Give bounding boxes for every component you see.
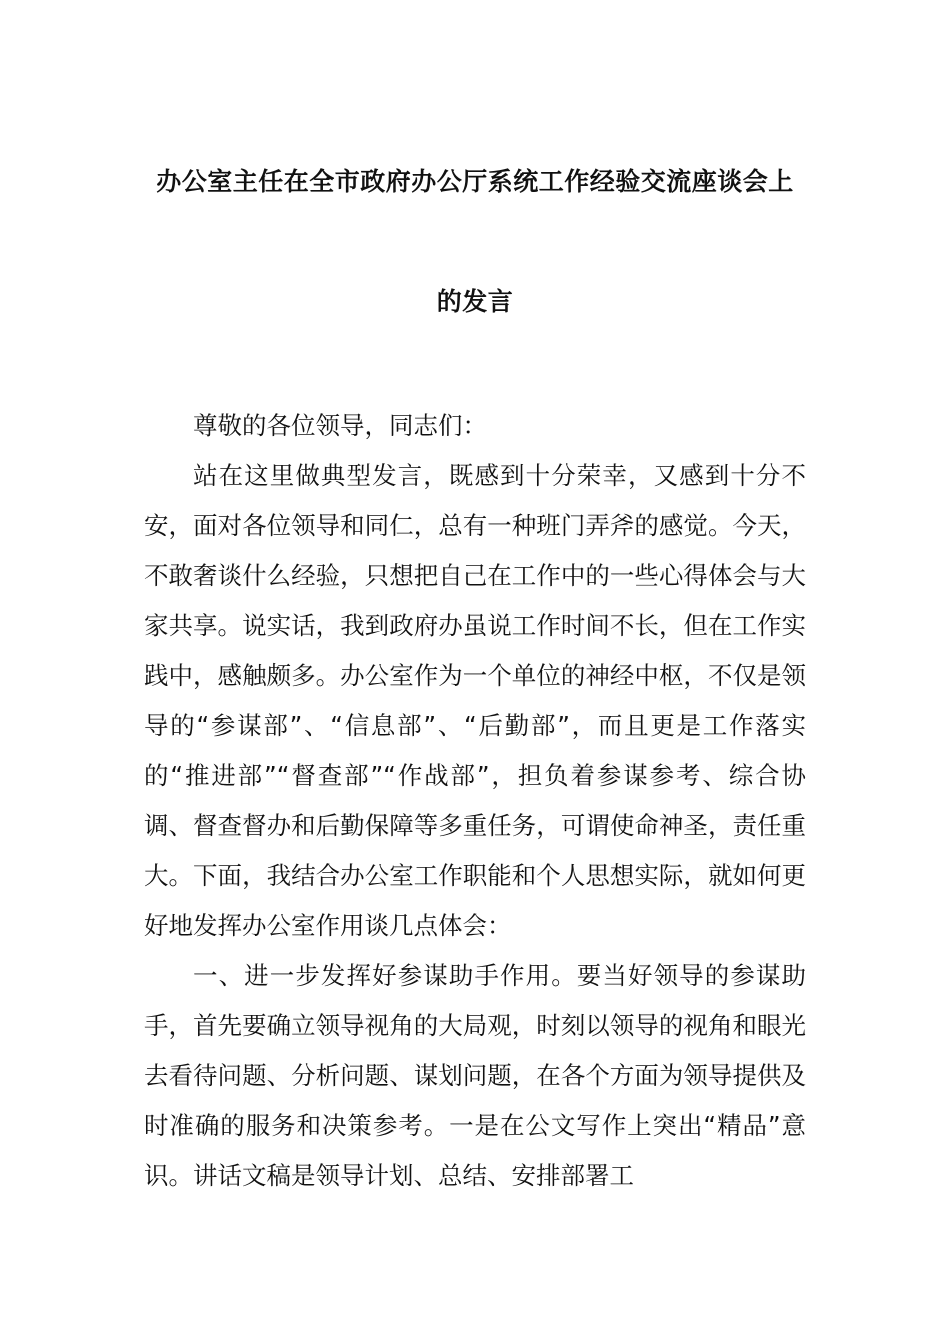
document-body xyxy=(144,401,806,1201)
section-one-paragraph: 一、进一步发挥好参谋助手作用。要当好领导的参谋助手，首先要确立领导视角的大局观，时刻以领导的视角和眼光去看待问题、分析问题、谋划问题，在各个方面为领导提供及时准确的服务和决策参考。一是在公文写作上突出“精品”意识。讲话文稿是领导计划、总结、安排部署工 xyxy=(144,961,806,1190)
intro-paragraph: 站在这里做典型发言，既感到十分荣幸，又感到十分不安，面对各位领导和同仁，总有一种班门弄斧的感觉。今天，不敢奢谈什么经验，只想把自己在工作中的一些心得体会与大家共享。说实话，我到政府办虽说工作时间不长，但在工作实践中，感触颇多。办公室作为一个单位的神经中枢，不仅是领导的“参谋部”、“信息部”、“后勤部”，而且更是工作落实的“推进部”“督查部”“作战部”，担负着参谋参考、综合协调、督查督办和后勤保障等多重任务，可谓使命神圣，责任重大。下面，我结合办公室工作职能和个人思想实际，就如何更好地发挥办公室作用谈几点体会： xyxy=(144,461,806,940)
salutation-paragraph: 尊敬的各位领导，同志们： xyxy=(193,411,487,440)
document-title-line-1: 办公室主任在全市政府办公厅系统工作经验交流座谈会上 xyxy=(156,167,794,196)
document-title-line-2: 的发言 xyxy=(436,287,514,316)
